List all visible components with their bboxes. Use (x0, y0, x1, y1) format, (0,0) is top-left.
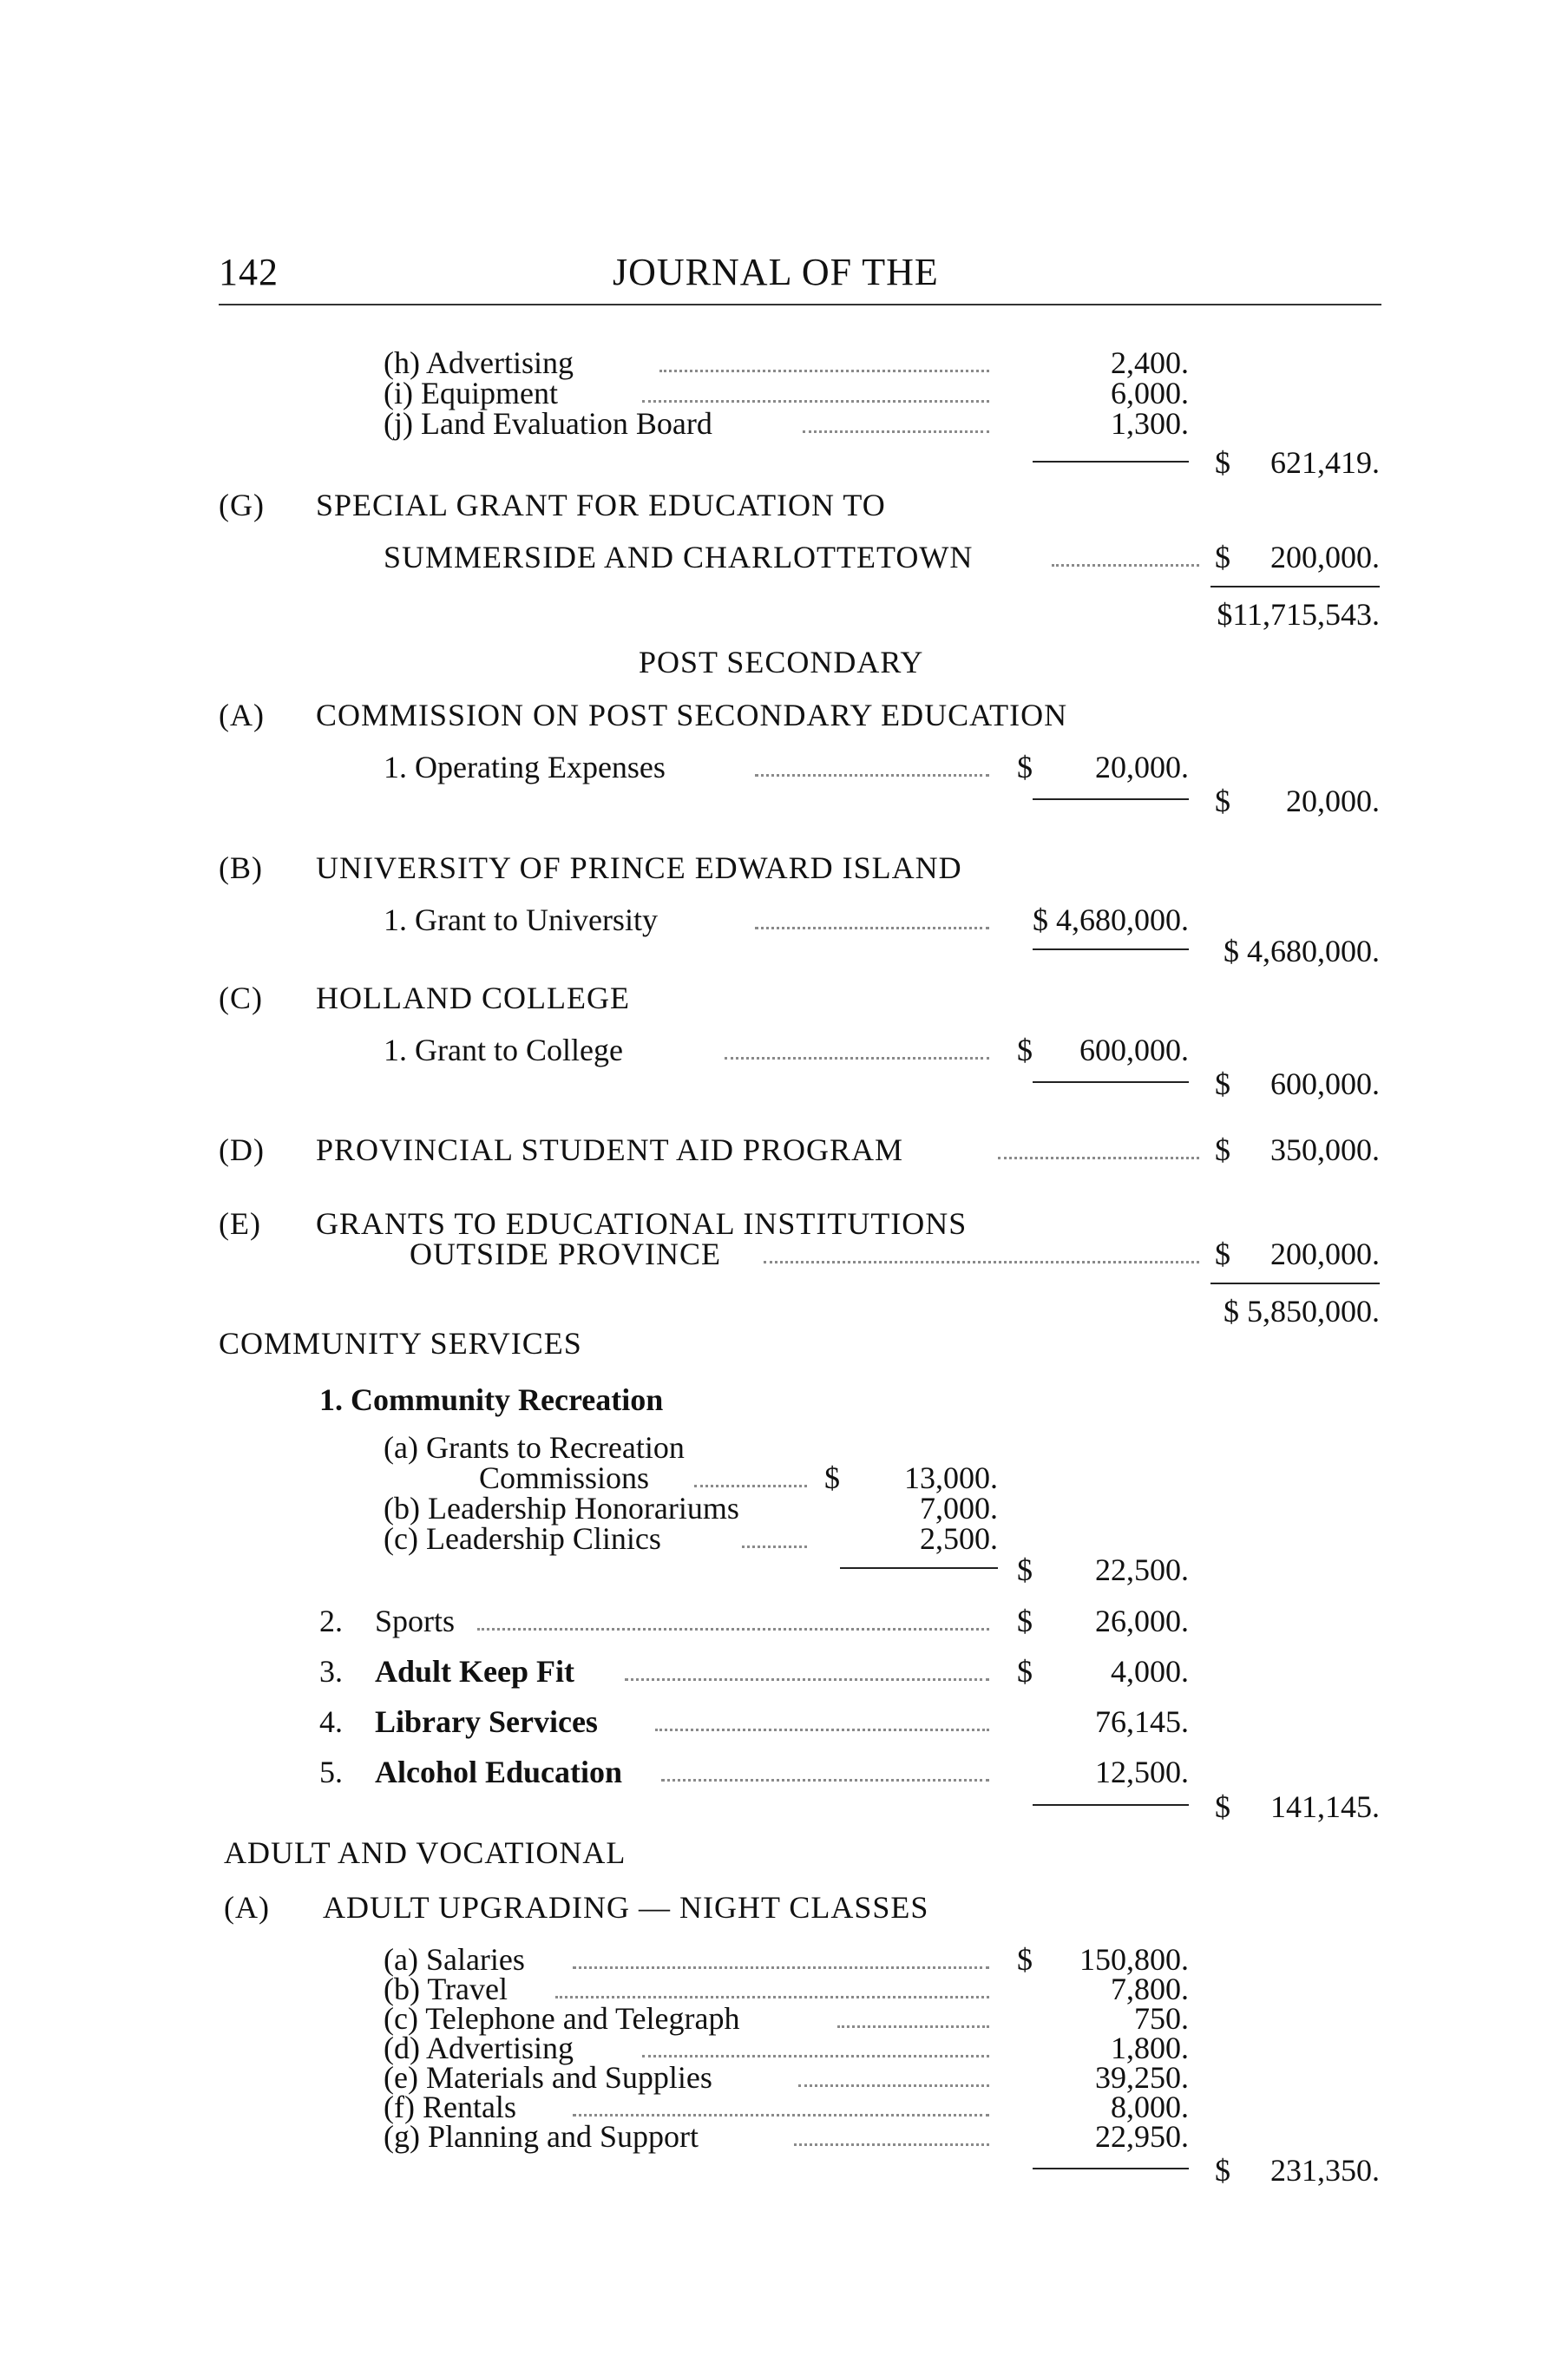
leader-dots (642, 2055, 989, 2057)
section-title-line2: SUMMERSIDE AND CHARLOTTETOWN (384, 540, 974, 574)
section-title: PROVINCIAL STUDENT AID PROGRAM (316, 1132, 904, 1167)
sub-item: (a) Salaries (384, 1942, 525, 1977)
item-number: 5. (319, 1755, 343, 1789)
section-total: 231,350. (1270, 2153, 1380, 2188)
line-item: 1. Community Recreation (319, 1382, 664, 1417)
dollar-sign: $ (824, 1460, 840, 1495)
leader-dots (573, 2114, 989, 2116)
subtotal-rule (1033, 1081, 1189, 1083)
dollar-sign: $ (1215, 1066, 1230, 1101)
item-amount: 6,000. (1111, 376, 1189, 410)
section-total: 600,000. (1270, 1066, 1380, 1101)
leader-dots (625, 1678, 989, 1681)
line-item: 1. Grant to College (384, 1033, 623, 1067)
section-title: COMMISSION ON POST SECONDARY EDUCATION (316, 698, 1068, 732)
leader-dots (998, 1157, 1199, 1159)
sub-amount: 39,250. (1095, 2060, 1189, 2095)
section-letter: (G) (219, 488, 265, 522)
line-amount: 12,500. (1095, 1755, 1189, 1789)
dollar-sign: $ (1215, 2153, 1230, 2188)
leader-dots (642, 400, 989, 403)
sub-amount: 7,000. (920, 1491, 998, 1526)
section-title: ADULT UPGRADING — NIGHT CLASSES (323, 1890, 929, 1925)
community-services-heading: COMMUNITY SERVICES (219, 1326, 582, 1361)
sub-item: (b) Travel (384, 1972, 508, 2006)
section-title-line2: OUTSIDE PROVINCE (410, 1237, 722, 1271)
section-letter: (B) (219, 850, 263, 885)
line-amount: 20,000. (1095, 750, 1189, 784)
total-rule (1210, 586, 1380, 587)
dollar-sign: $ (1017, 1033, 1033, 1067)
leader-dots (694, 1485, 807, 1487)
dollar-sign: $ (1215, 1789, 1230, 1824)
leader-dots (555, 1996, 989, 1998)
adult-vocational-heading: ADULT AND VOCATIONAL (224, 1835, 627, 1870)
leader-dots (655, 1729, 989, 1731)
section-title: GRANTS TO EDUCATIONAL INSTITUTIONS (316, 1206, 968, 1241)
leader-dots (764, 1261, 1199, 1263)
dollar-sign: $ (1017, 750, 1033, 784)
leader-dots (725, 1057, 989, 1060)
subtotal-rule (840, 1567, 998, 1569)
line-item: 1. Grant to University (384, 902, 658, 937)
sub-amount: 750. (1134, 2001, 1189, 2036)
sub-amount: 1,800. (1111, 2031, 1189, 2065)
sub-item-line2: Commissions (479, 1460, 650, 1495)
section-total: 20,000. (1286, 784, 1380, 818)
section-letter: (A) (224, 1890, 270, 1925)
leader-dots (803, 430, 989, 433)
leader-dots (477, 1628, 989, 1631)
dollar-sign: $ (1017, 1942, 1033, 1977)
subtotal-rule (1033, 461, 1189, 463)
section-letter: (C) (219, 981, 263, 1015)
dollar-sign: $ (1215, 445, 1230, 480)
item-number: 4. (319, 1704, 343, 1739)
dollar-sign: $ (1215, 540, 1230, 574)
line-amount: 600,000. (1079, 1033, 1189, 1067)
section-total: $ 5,850,000. (1224, 1294, 1380, 1329)
dollar-sign: $ (1215, 1132, 1230, 1167)
leader-dots (837, 2025, 989, 2028)
leader-dots (742, 1546, 807, 1548)
section-total: 141,145. (1270, 1789, 1380, 1824)
section-title: UNIVERSITY OF PRINCE EDWARD ISLAND (316, 850, 962, 885)
section-letter: (E) (219, 1206, 261, 1241)
dollar-sign: $ (1017, 1604, 1033, 1638)
grand-total: $11,715,543. (1217, 597, 1380, 632)
line-amount: $ 4,680,000. (1033, 902, 1189, 937)
sub-amount: 150,800. (1079, 1942, 1189, 1977)
sub-item: (c) Leadership Clinics (384, 1521, 661, 1556)
sub-amount: 13,000. (904, 1460, 998, 1495)
sub-item: (e) Materials and Supplies (384, 2060, 712, 2095)
header-rule (219, 304, 1381, 305)
leader-dots (661, 1779, 989, 1782)
leader-dots (755, 774, 989, 777)
section-total: 200,000. (1270, 540, 1380, 574)
section-total: 200,000. (1270, 1237, 1380, 1271)
sub-amount: 8,000. (1111, 2090, 1189, 2124)
subtotal-rule (1033, 948, 1189, 950)
section-total: $ 4,680,000. (1224, 934, 1380, 968)
leader-dots (798, 2084, 989, 2087)
section-letter: (A) (219, 698, 265, 732)
leader-dots (755, 927, 989, 929)
line-item: Sports (375, 1604, 456, 1638)
subtotal-amount: 621,419. (1270, 445, 1380, 480)
item-land-evaluation: (j) Land Evaluation Board (384, 406, 712, 441)
leader-dots (573, 1966, 989, 1969)
sub-item: (b) Leadership Honorariums (384, 1491, 739, 1526)
subtotal-rule (1033, 1804, 1189, 1806)
item-amount: 1,300. (1111, 406, 1189, 441)
page-number: 142 (219, 251, 279, 293)
sub-amount: 7,800. (1111, 1972, 1189, 2006)
leader-dots (794, 2143, 989, 2146)
sub-item: (f) Rentals (384, 2090, 516, 2124)
item-advertising: (h) Advertising (384, 345, 574, 380)
line-amount: 76,145. (1095, 1704, 1189, 1739)
line-item: 1. Operating Expenses (384, 750, 666, 784)
item-number: 2. (319, 1604, 343, 1638)
sub-item: (g) Planning and Support (384, 2119, 699, 2154)
page-title: JOURNAL OF THE (613, 251, 939, 293)
post-secondary-heading: POST SECONDARY (639, 645, 924, 679)
line-amount: 22,500. (1095, 1552, 1189, 1587)
item-equipment: (i) Equipment (384, 376, 558, 410)
section-title: HOLLAND COLLEGE (316, 981, 630, 1015)
total-rule (1210, 1283, 1380, 1284)
line-amount: 4,000. (1111, 1654, 1189, 1689)
dollar-sign: $ (1017, 1654, 1033, 1689)
line-item: Alcohol Education (375, 1755, 623, 1789)
sub-item: (d) Advertising (384, 2031, 574, 2065)
subtotal-rule (1033, 798, 1189, 800)
section-total: 350,000. (1270, 1132, 1380, 1167)
sub-item: (c) Telephone and Telegraph (384, 2001, 740, 2036)
sub-item: (a) Grants to Recreation (384, 1430, 685, 1465)
line-item: Library Services (375, 1704, 598, 1739)
line-amount: 26,000. (1095, 1604, 1189, 1638)
dollar-sign: $ (1215, 1237, 1230, 1271)
subtotal-rule (1033, 2168, 1189, 2169)
sub-amount: 2,500. (920, 1521, 998, 1556)
dollar-sign: $ (1215, 784, 1230, 818)
section-title: SPECIAL GRANT FOR EDUCATION TO (316, 488, 886, 522)
item-number: 3. (319, 1654, 343, 1689)
dollar-sign: $ (1017, 1552, 1033, 1587)
leader-dots (1052, 564, 1199, 567)
sub-amount: 22,950. (1095, 2119, 1189, 2154)
leader-dots (659, 370, 989, 372)
item-amount: 2,400. (1111, 345, 1189, 380)
section-letter: (D) (219, 1132, 265, 1167)
line-item: Adult Keep Fit (375, 1654, 574, 1689)
